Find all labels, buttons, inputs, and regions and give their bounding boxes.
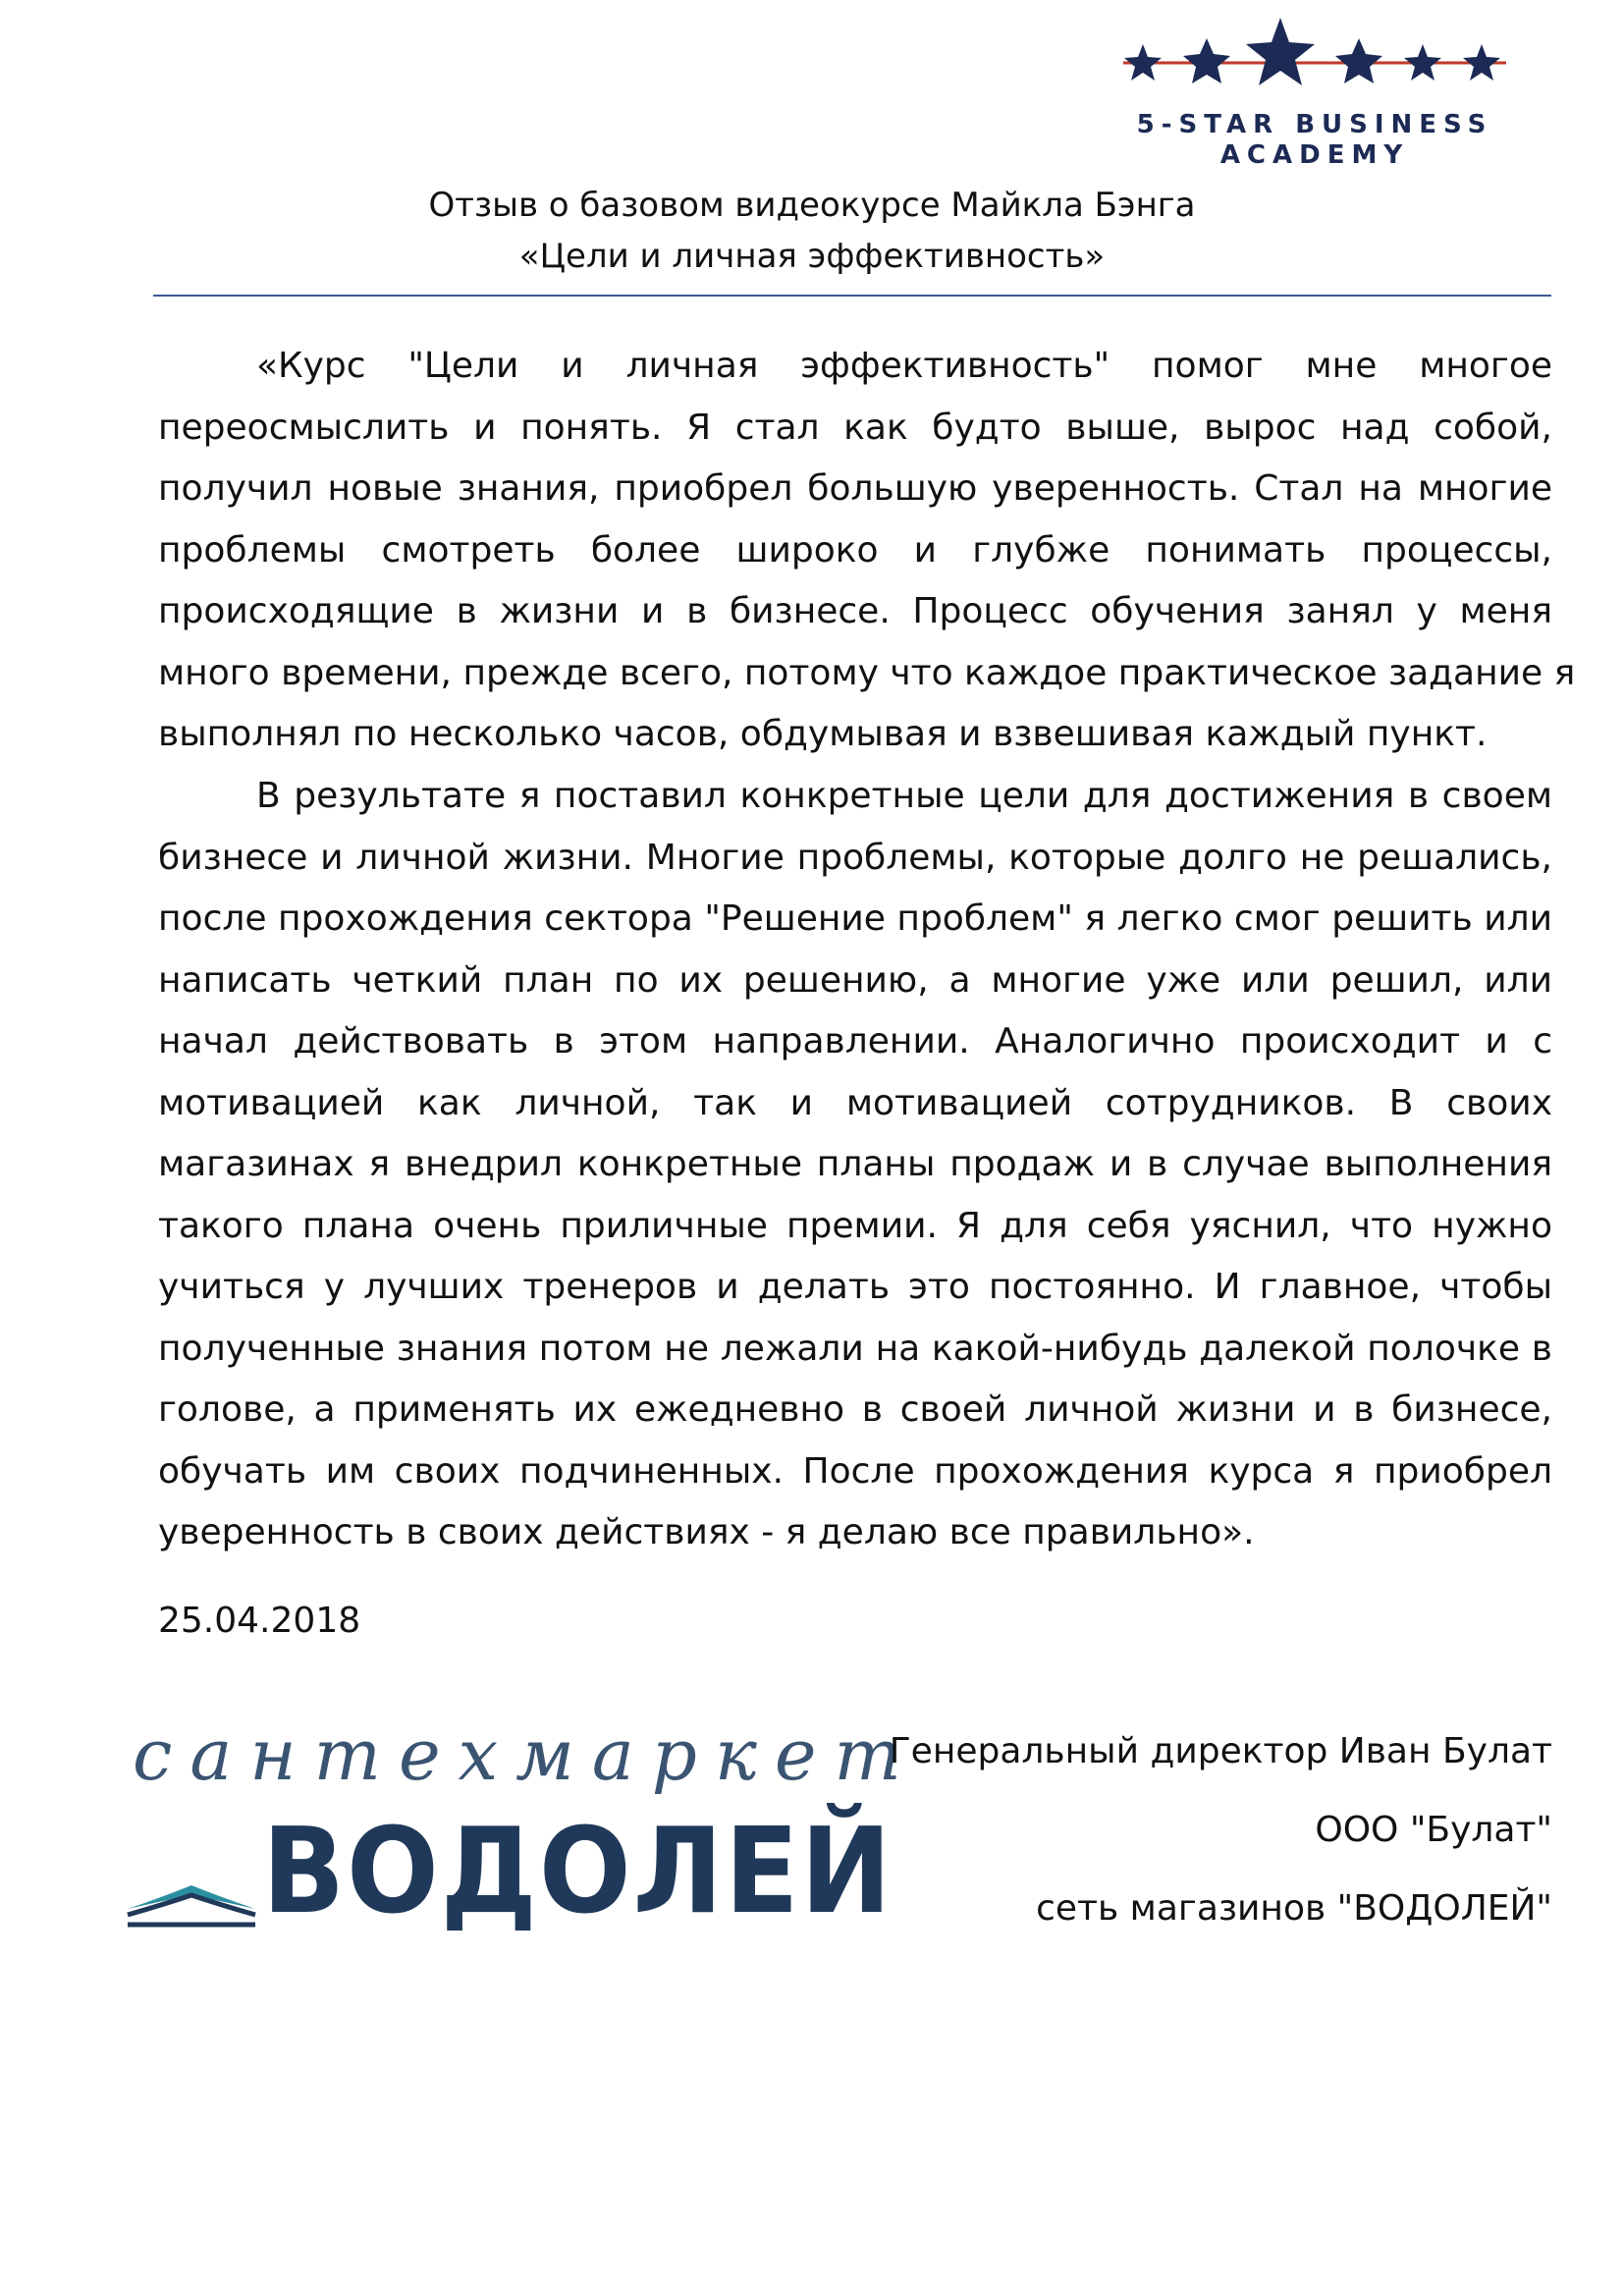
text-line: после прохождения сектора "Решение проблем" я легко смог решить или	[158, 898, 1552, 939]
text-line: такого плана очень приличные премии. Я для себя уяснил, что нужно	[158, 1205, 1552, 1246]
text-line: проблемы смотреть более широко и глубже понимать процессы,	[158, 529, 1552, 571]
text-line: получил новые знания, приобрел большую уверенность. Стал на многие	[158, 468, 1552, 509]
review-paragraph-2	[158, 766, 1552, 1564]
vodoley-logo-script: сантехмаркет	[133, 1714, 919, 1796]
signatory-title: Генеральный директор Иван Булат	[889, 1731, 1552, 1771]
signatory-company: ООО "Булат"	[1315, 1810, 1552, 1850]
text-line: переосмыслить и понять. Я стал как будто выше, вырос над собой,	[158, 407, 1552, 448]
stars-icon	[1104, 4, 1526, 110]
text-line: В результате я поставил конкретные цели для достижения в своем	[256, 776, 1552, 816]
document-title: Отзыв о базовом видеокурсе Майкла Бэнга	[428, 186, 1196, 225]
logo-text-line2: ACADEMY	[1219, 140, 1410, 170]
logo-text-line1: 5-STAR BUSINESS	[1136, 110, 1493, 139]
text-line: выполнял по несколько часов, обдумывая и взвешивая каждый пункт.	[158, 714, 1488, 754]
review-paragraph-1	[158, 336, 1576, 766]
text-line: начал действовать в этом направлении. Аналогично происходит и с	[158, 1021, 1552, 1061]
text-line: голове, а применять их ежедневно в своей личной жизни и в бизнесе,	[158, 1389, 1552, 1430]
text-line: полученные знания потом не лежали на какой-нибудь далекой полочке в	[158, 1328, 1552, 1369]
text-line: обучать им своих подчиненных. После прохождения курса я приобрел	[158, 1450, 1552, 1492]
text-line: уверенность в своих действиях - я делаю все правильно».	[158, 1512, 1255, 1552]
course-title: «Цели и личная эффективность»	[518, 237, 1106, 276]
title-divider	[153, 295, 1551, 297]
text-line: много времени, прежде всего, потому что каждое практическое задание я	[158, 652, 1576, 693]
text-line: написать четкий план по их решению, а многие уже или решил, или	[158, 959, 1552, 1001]
text-line: происходящие в жизни и в бизнесе. Процесс обучения занял у меня	[158, 591, 1552, 631]
review-date: 25.04.2018	[158, 1601, 361, 1641]
wave-icon	[123, 1876, 260, 1934]
text-line: бизнесе и личной жизни. Многие проблемы, которые долго не решались,	[158, 837, 1552, 878]
text-line: «Курс "Цели и личная эффективность" помог мне многое	[256, 346, 1552, 386]
text-line: учиться у лучших тренеров и делать это постоянно. И главное, чтобы	[158, 1267, 1552, 1307]
vodoley-logo	[123, 1714, 919, 1988]
signatory-network: сеть магазинов "ВОДОЛЕЙ"	[1036, 1888, 1552, 1929]
text-line: мотивацией как личной, так и мотивацией сотрудников. В своих	[158, 1082, 1552, 1123]
text-line: магазинах я внедрил конкретные планы продаж и в случае выполнения	[158, 1144, 1552, 1184]
vodoley-logo-brand: ВОДОЛЕЙ	[262, 1804, 893, 1940]
five-star-academy-logo	[1104, 4, 1526, 171]
